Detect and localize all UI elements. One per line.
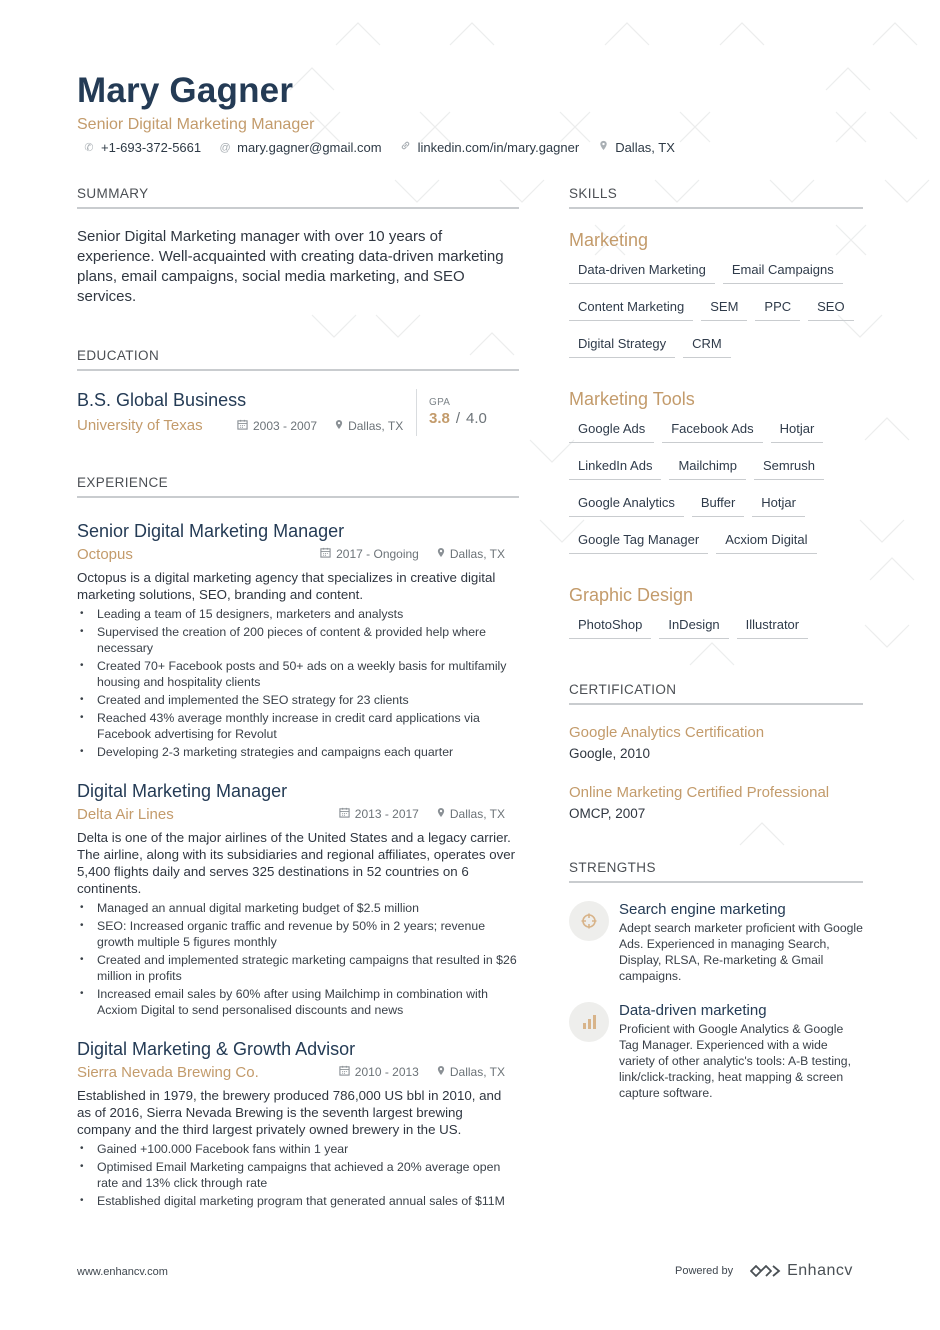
job-list bbox=[77, 520, 519, 1209]
location-icon bbox=[335, 419, 343, 433]
skill-tag: Mailchimp bbox=[669, 453, 746, 480]
job-location-text: Dallas, TX bbox=[449, 807, 505, 821]
job-location bbox=[437, 547, 505, 561]
strength-body bbox=[619, 1002, 863, 1101]
job-location bbox=[437, 807, 505, 821]
job-description: Delta is one of the major airlines of the United States and a legacy carrier. The airline, along with its subsidiaries and regional affiliates, operates over 5,400 flights daily and serves 325 destinations in 52 countries on 6 continents. bbox=[77, 830, 516, 896]
skill-tags bbox=[569, 416, 863, 564]
strength-title: Search engine marketing bbox=[619, 901, 786, 918]
location-icon bbox=[597, 139, 609, 157]
job-dates bbox=[320, 547, 419, 561]
job-entry bbox=[77, 1038, 519, 1209]
skill-tag: Hotjar bbox=[752, 490, 805, 517]
location-icon bbox=[437, 807, 445, 821]
contact-phone[interactable] bbox=[83, 139, 201, 157]
left-column bbox=[77, 185, 519, 1209]
calendar-icon bbox=[339, 1065, 350, 1079]
location-icon bbox=[437, 1065, 445, 1079]
job-title: Senior Digital Marketing Manager bbox=[77, 521, 345, 541]
skill-group bbox=[569, 229, 863, 368]
skill-tag: Content Marketing bbox=[569, 294, 693, 321]
job-dates bbox=[339, 807, 419, 821]
strength-item bbox=[569, 901, 863, 984]
calendar-icon bbox=[339, 807, 350, 821]
job-bullet: • SEO: Increased organic traffic and revenue by 50% in 2 years; revenue growth multiple 5 figures monthly bbox=[77, 918, 519, 950]
contact-phone-text: +1-693-372-5661 bbox=[101, 140, 202, 155]
gpa-score: 3.8 bbox=[429, 410, 450, 427]
skill-tag: Google Ads bbox=[569, 416, 654, 443]
contact-email[interactable] bbox=[219, 139, 381, 157]
job-dates-text: 2013 - 2017 bbox=[354, 807, 419, 821]
certification-name: Google Analytics Certification bbox=[569, 724, 765, 741]
company-name: Delta Air Lines bbox=[77, 806, 174, 823]
job-bullets bbox=[77, 900, 519, 1018]
contact-linkedin[interactable] bbox=[400, 139, 580, 157]
skill-groups bbox=[569, 229, 863, 649]
powered-by-label: Powered by bbox=[675, 1265, 734, 1277]
experience-heading: EXPERIENCE bbox=[77, 474, 519, 498]
location-icon bbox=[437, 547, 445, 561]
job-meta bbox=[339, 1065, 505, 1079]
enhancv-logo-icon bbox=[749, 1263, 781, 1279]
job-bullet: • Created and implemented the SEO strategy for 23 clients bbox=[77, 692, 519, 708]
skill-tag: Semrush bbox=[754, 453, 824, 480]
job-bullet: • Created 70+ Facebook posts and 50+ ads on a weekly basis for multifamily housing and hospitality clients bbox=[77, 658, 519, 690]
contact-linkedin-text: linkedin.com/in/mary.gagner bbox=[417, 140, 580, 155]
job-entry bbox=[77, 520, 519, 760]
job-location-text: Dallas, TX bbox=[449, 547, 505, 561]
job-bullet: • Created and implemented strategic marketing campaigns that resulted in $26 million in profits bbox=[77, 952, 519, 984]
experience-section bbox=[77, 474, 519, 1209]
job-bullet: • Reached 43% average monthly increase in credit card applications via Facebook advertising for Revolut bbox=[77, 710, 519, 742]
job-bullets bbox=[77, 606, 519, 760]
contact-email-text: mary.gagner@gmail.com bbox=[237, 140, 382, 155]
phone-icon: ✆ bbox=[84, 142, 94, 154]
gpa-max: 4.0 bbox=[466, 410, 487, 427]
education-entry bbox=[77, 389, 519, 436]
job-bullets bbox=[77, 1141, 519, 1209]
certification-section bbox=[569, 681, 863, 823]
link-icon bbox=[400, 139, 412, 157]
certification-item bbox=[569, 783, 863, 823]
at-icon: @ bbox=[219, 142, 231, 154]
contact-location-text: Dallas, TX bbox=[615, 140, 675, 155]
skill-group-title: Marketing bbox=[569, 230, 649, 250]
skill-tags bbox=[569, 612, 863, 649]
footer-website[interactable]: www.enhancv.com bbox=[77, 1266, 168, 1278]
job-location bbox=[437, 1065, 505, 1079]
skill-tag: Acxiom Digital bbox=[716, 527, 816, 554]
skill-group bbox=[569, 388, 863, 564]
summary-heading: SUMMARY bbox=[77, 185, 519, 209]
job-title: Digital Marketing Manager bbox=[77, 781, 288, 801]
right-column bbox=[569, 185, 863, 1101]
education-section bbox=[77, 347, 519, 436]
skill-tag: Data-driven Marketing bbox=[569, 257, 715, 284]
skill-tag: Digital Strategy bbox=[569, 331, 675, 358]
strengths-section bbox=[569, 859, 863, 1101]
calendar-icon bbox=[237, 419, 248, 433]
job-bullet: • Gained +100.000 Facebook fans within 1 year bbox=[77, 1141, 519, 1157]
job-bullet: • Increased email sales by 60% after using Mailchimp in combination with Acxiom Digital to send personalised discounts and news bbox=[77, 986, 519, 1018]
job-bullet: • Developing 2-3 marketing strategies and campaigns each quarter bbox=[77, 744, 519, 760]
skill-tag: Google Analytics bbox=[569, 490, 684, 517]
job-dates-text: 2010 - 2013 bbox=[354, 1065, 419, 1079]
strengths-heading: STRENGTHS bbox=[569, 859, 863, 883]
skill-group-title: Graphic Design bbox=[569, 585, 694, 605]
job-dates-text: 2017 - Ongoing bbox=[336, 547, 419, 561]
strength-item bbox=[569, 1002, 863, 1101]
strength-description: Adept search marketer proficient with Google Ads. Experienced in managing Search, Display, RLSA, Re-marketing & Gmail campaigns. bbox=[619, 921, 863, 983]
skill-tag: Buffer bbox=[692, 490, 744, 517]
job-bullet: • Supervised the creation of 200 pieces of content & provided help where necessary bbox=[77, 624, 519, 656]
gpa-value: 3.8 / 4.0 bbox=[429, 410, 487, 427]
job-meta bbox=[320, 547, 505, 561]
skills-heading: SKILLS bbox=[569, 185, 863, 209]
job-bullet: • Managed an annual digital marketing budget of $2.5 million bbox=[77, 900, 519, 916]
job-description: Octopus is a digital marketing agency that specializes in creative digital marketing solutions, SEO, branding and content. bbox=[77, 570, 496, 602]
skill-tag: PhotoShop bbox=[569, 612, 651, 639]
skill-tag: SEM bbox=[701, 294, 747, 321]
footer-powered-by bbox=[675, 1262, 853, 1280]
job-description: Established in 1979, the brewery produced 786,000 US bbl in 2010, and as of 2016, Sierra Nevada Brewing is the seventh largest brewing company and the third largest privately owned brewery in the US. bbox=[77, 1088, 502, 1137]
education-dates-text: 2003 - 2007 bbox=[253, 419, 318, 433]
education-details bbox=[77, 416, 406, 436]
candidate-title: Senior Digital Marketing Manager bbox=[77, 116, 315, 133]
education-location bbox=[335, 419, 403, 433]
education-location-text: Dallas, TX bbox=[348, 419, 404, 433]
school-name: University of Texas bbox=[77, 417, 203, 434]
skill-group bbox=[569, 584, 863, 649]
skill-tag: CRM bbox=[683, 331, 731, 358]
skill-tag: InDesign bbox=[659, 612, 728, 639]
company-name: Octopus bbox=[77, 546, 133, 563]
job-details bbox=[77, 546, 519, 566]
job-dates bbox=[339, 1065, 419, 1079]
strength-title: Data-driven marketing bbox=[619, 1002, 767, 1019]
certification-item bbox=[569, 723, 863, 763]
bar-chart-icon bbox=[569, 1002, 609, 1042]
job-entry bbox=[77, 780, 519, 1018]
job-meta bbox=[339, 807, 505, 821]
skill-tag: Illustrator bbox=[737, 612, 808, 639]
contact-row bbox=[77, 139, 877, 157]
candidate-name: Mary Gagner bbox=[77, 71, 294, 110]
skill-tag: PPC bbox=[755, 294, 800, 321]
strength-description: Proficient with Google Analytics & Google Tag Manager. Experienced with a wide variety of other analytic's tools: A-B testing, link/click-tracking, heat mapping & screen capture software. bbox=[619, 1022, 851, 1100]
contact-location bbox=[597, 139, 675, 157]
skill-tag: LinkedIn Ads bbox=[569, 453, 661, 480]
summary-section bbox=[77, 185, 519, 307]
skill-tags bbox=[569, 257, 863, 368]
job-bullet: • Established digital marketing program that generated annual sales of $11M bbox=[77, 1193, 519, 1209]
skill-tag: Google Tag Manager bbox=[569, 527, 708, 554]
resume-header bbox=[77, 70, 877, 157]
job-details bbox=[77, 1064, 519, 1084]
certification-org: OMCP, 2007 bbox=[569, 806, 646, 821]
skill-tag: Facebook Ads bbox=[662, 416, 762, 443]
certification-org: Google, 2010 bbox=[569, 746, 651, 761]
degree: B.S. Global Business bbox=[77, 390, 247, 410]
job-title: Digital Marketing & Growth Advisor bbox=[77, 1039, 356, 1059]
job-bullet: • Leading a team of 15 designers, marketers and analysts bbox=[77, 606, 519, 622]
skill-group-title: Marketing Tools bbox=[569, 389, 695, 409]
strength-body bbox=[619, 901, 863, 984]
education-main bbox=[77, 389, 417, 436]
education-dates bbox=[237, 419, 317, 433]
job-bullet: • Optimised Email Marketing campaigns that achieved a 20% average open rate and 13% click through rate bbox=[77, 1159, 519, 1191]
certification-name: Online Marketing Certified Professional bbox=[569, 784, 830, 801]
certification-heading: CERTIFICATION bbox=[569, 681, 863, 705]
gpa-label: GPA bbox=[429, 397, 451, 408]
target-icon bbox=[569, 901, 609, 941]
enhancv-logo[interactable] bbox=[749, 1262, 853, 1280]
company-name: Sierra Nevada Brewing Co. bbox=[77, 1064, 259, 1081]
summary-text: Senior Digital Marketing manager with over 10 years of experience. Well-acquainted with creating data-driven marketing plans, email campaigns, social media marketing, and SEO services. bbox=[77, 228, 504, 305]
skill-tag: SEO bbox=[808, 294, 853, 321]
job-details bbox=[77, 806, 519, 826]
calendar-icon bbox=[320, 547, 331, 561]
enhancv-brand-name: Enhancv bbox=[787, 1262, 853, 1279]
job-location-text: Dallas, TX bbox=[449, 1065, 505, 1079]
education-heading: EDUCATION bbox=[77, 347, 519, 371]
gpa-box bbox=[417, 389, 487, 436]
skill-tag: Hotjar bbox=[771, 416, 824, 443]
skills-section bbox=[569, 185, 863, 649]
skill-tag: Email Campaigns bbox=[723, 257, 843, 284]
